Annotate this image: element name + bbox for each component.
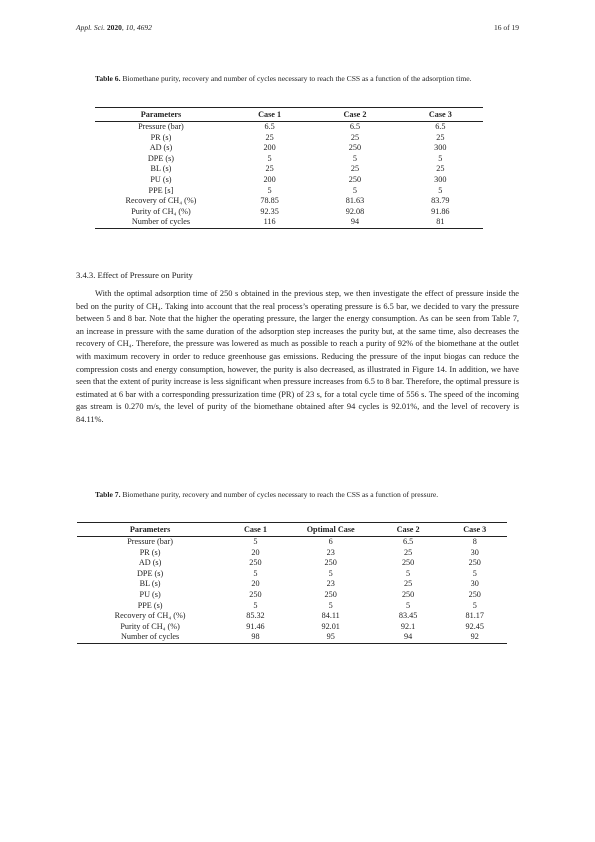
table7-column-header: Case 2: [374, 523, 443, 537]
table-cell: 91.46: [246, 621, 265, 631]
row-label: AD (s): [138, 558, 162, 568]
row-label: Purity of CH₄ (%): [120, 621, 180, 631]
table-cell: 5: [352, 153, 357, 163]
table-cell: 92: [442, 632, 507, 643]
table-row: [95, 164, 483, 175]
journal-citation: Appl. Sci. 2020, 10, 4692: [76, 23, 152, 32]
table-cell: 25: [265, 164, 274, 174]
table-row: [77, 548, 507, 559]
table-cell: 5: [253, 537, 258, 546]
row-label: AD (s): [149, 143, 173, 153]
table-cell: 250: [468, 558, 481, 568]
table-row: [95, 143, 483, 154]
table6: [95, 107, 483, 229]
table-row: [77, 590, 507, 601]
table-cell: 250: [401, 589, 415, 599]
table-cell: 94: [374, 632, 443, 643]
table-cell: 5: [352, 185, 357, 195]
table-cell: 92.1: [400, 621, 416, 631]
table-cell: 81.63: [345, 196, 365, 206]
table-cell: 250: [249, 558, 262, 568]
table-cell: 85.32: [246, 611, 265, 621]
table-row: [77, 632, 507, 643]
table-row: [95, 154, 483, 165]
table-cell: 300: [434, 174, 447, 184]
table-cell: 250: [401, 558, 415, 568]
table-cell: 23: [326, 579, 335, 589]
table-cell: 5: [406, 568, 411, 578]
table7-caption: Table 7. Biomethane purity, recovery and number of cycles necessary to reach the CSS as a function of pressure.: [95, 490, 439, 499]
table6-column-header: Parameters: [95, 108, 227, 122]
table-cell: 6.5: [402, 537, 414, 546]
table-cell: 250: [324, 558, 337, 568]
table-cell: 5: [438, 153, 443, 163]
row-label: Number of cycles: [77, 632, 223, 643]
table-cell: 6.5: [264, 122, 275, 131]
table-row: [77, 569, 507, 580]
table-cell: 91.86: [431, 206, 450, 216]
table-cell: 5: [328, 600, 333, 610]
table7-column-header: Case 1: [223, 523, 288, 537]
table-row: [95, 196, 483, 207]
table-cell: 5: [472, 568, 477, 578]
table-cell: 5: [267, 153, 272, 163]
table-cell: 250: [324, 589, 337, 599]
row-label: BL (s): [150, 164, 172, 174]
table6-column-header: Case 3: [398, 108, 483, 122]
row-label: PR (s): [139, 547, 161, 557]
row-label: PR (s): [150, 132, 172, 142]
row-label: Number of cycles: [95, 217, 227, 228]
row-label: PPE (s): [137, 600, 163, 610]
table7-column-header: Case 3: [442, 523, 507, 537]
table-cell: 25: [403, 547, 413, 557]
table-cell: 5: [438, 185, 443, 195]
table-cell: 250: [468, 589, 481, 599]
table6-caption: Table 6. Biomethane purity, recovery and number of cycles necessary to reach the CSS as a function of the adsorption time.: [95, 74, 472, 83]
table6-column-header: Case 1: [227, 108, 312, 122]
table-cell: 5: [253, 568, 258, 578]
table-cell: 84.11: [321, 611, 340, 621]
table-row: [77, 558, 507, 569]
row-label: Pressure (bar): [138, 122, 184, 131]
table-cell: 25: [265, 132, 274, 142]
table-cell: 92.35: [260, 206, 279, 216]
page-number: 16 of 19: [494, 23, 519, 32]
table-cell: 94: [312, 217, 397, 228]
table7-column-header: Parameters: [77, 523, 223, 537]
table-cell: 83.45: [398, 611, 418, 621]
table-cell: 92.01: [321, 621, 340, 631]
table7: [77, 522, 507, 644]
table-cell: 5: [472, 600, 477, 610]
table7-header-row: [77, 523, 507, 537]
table-row: [77, 622, 507, 633]
table-cell: 23: [326, 547, 335, 557]
table-row: [95, 122, 483, 133]
table-cell: 92.45: [465, 621, 484, 631]
table-cell: 5: [253, 600, 258, 610]
table-row: [95, 186, 483, 197]
row-label: PU (s): [150, 174, 172, 184]
table-cell: 200: [263, 174, 276, 184]
row-label: Purity of CH₄ (%): [131, 206, 191, 216]
table-cell: 78.85: [260, 196, 279, 206]
body-paragraph: With the optimal adsorption time of 250 s obtained in the previous step, we then investigate the effect of pressure inside the bed on the purity of CH₄. Taking into account that the real process’s operating pressure is 6.5 bar, we decided to vary the pressure between 5 and 8 bar. Note that the higher the operating pressure, the larger the energy consumption. As can be seen from Table 7, an increase in pressure with the same duration of the adsorption step increases the purity but, at the same time, also decreases the recovery of CH₄. Therefore, the pressure was lowered as much as possible to reach a purity of 92% of the biomethane at the outlet with maximum recovery in order to reduce greenhouse gas emissions. Reducing the pressure of the input biogas can reduce the compression costs and energy consumption, however, the purity is also decreased, as illustrated in Figure 14. In addition, we have seen that the extent of purity increase is less significant when pressure increases from 6.5 to 8 bar. Therefore, the optimal pressure is estimated at 6 bar with a corresponding pressurization time (PR) of 23 s, for a total cycle time of 556 s. The speed of the incoming gas stream is 0.270 m/s, the level of purity of the biomethane obtained after 94 cycles is 92.01%, and the level of recovery is 84.11%.: [76, 289, 519, 424]
row-label: Pressure (bar): [127, 537, 173, 546]
table-cell: 5: [267, 185, 272, 195]
table-cell: 116: [227, 217, 312, 228]
table-row: [77, 579, 507, 590]
row-label: PPE [s]: [148, 185, 174, 195]
table-cell: 25: [350, 164, 360, 174]
table-cell: 30: [470, 547, 479, 557]
table-row: [95, 175, 483, 186]
table-cell: 8: [472, 537, 477, 546]
table-cell: 83.79: [431, 196, 450, 206]
table-cell: 92.08: [345, 206, 365, 216]
table-cell: 250: [249, 589, 262, 599]
row-label: BL (s): [139, 579, 161, 589]
table-cell: 20: [251, 547, 260, 557]
row-label: DPE (s): [137, 568, 164, 578]
table-row: [77, 537, 507, 548]
table-cell: 81: [398, 217, 483, 228]
page-header: [76, 23, 519, 35]
table6-column-header: Case 2: [312, 108, 397, 122]
table-cell: 25: [350, 132, 360, 142]
table-cell: 95: [288, 632, 374, 643]
section-heading: 3.4.3. Effect of Pressure on Purity: [76, 270, 193, 280]
table-cell: 81.17: [465, 611, 484, 621]
row-label: DPE (s): [147, 153, 175, 163]
table6-header-row: [95, 108, 483, 122]
table-row: [77, 601, 507, 612]
table-row: [95, 217, 483, 228]
row-label: Recovery of CH₄ (%): [125, 196, 197, 206]
table-row: [77, 611, 507, 622]
table-cell: 6: [328, 537, 333, 546]
table-cell: 25: [436, 132, 445, 142]
table-cell: 6.5: [435, 122, 446, 131]
table-cell: 200: [263, 143, 276, 153]
row-label: PU (s): [139, 589, 161, 599]
table7-column-header: Optimal Case: [288, 523, 374, 537]
table-cell: 98: [223, 632, 288, 643]
table-cell: 250: [348, 143, 362, 153]
table-row: [95, 207, 483, 218]
table-cell: 25: [436, 164, 445, 174]
table-cell: 30: [470, 579, 479, 589]
table-cell: 25: [403, 579, 413, 589]
table-cell: 6.5: [349, 122, 361, 131]
table-row: [95, 133, 483, 144]
table-cell: 20: [251, 579, 260, 589]
table-cell: 5: [328, 568, 333, 578]
table-cell: 300: [434, 143, 447, 153]
table-cell: 250: [348, 174, 362, 184]
row-label: Recovery of CH₄ (%): [114, 611, 186, 621]
table-cell: 5: [406, 600, 411, 610]
